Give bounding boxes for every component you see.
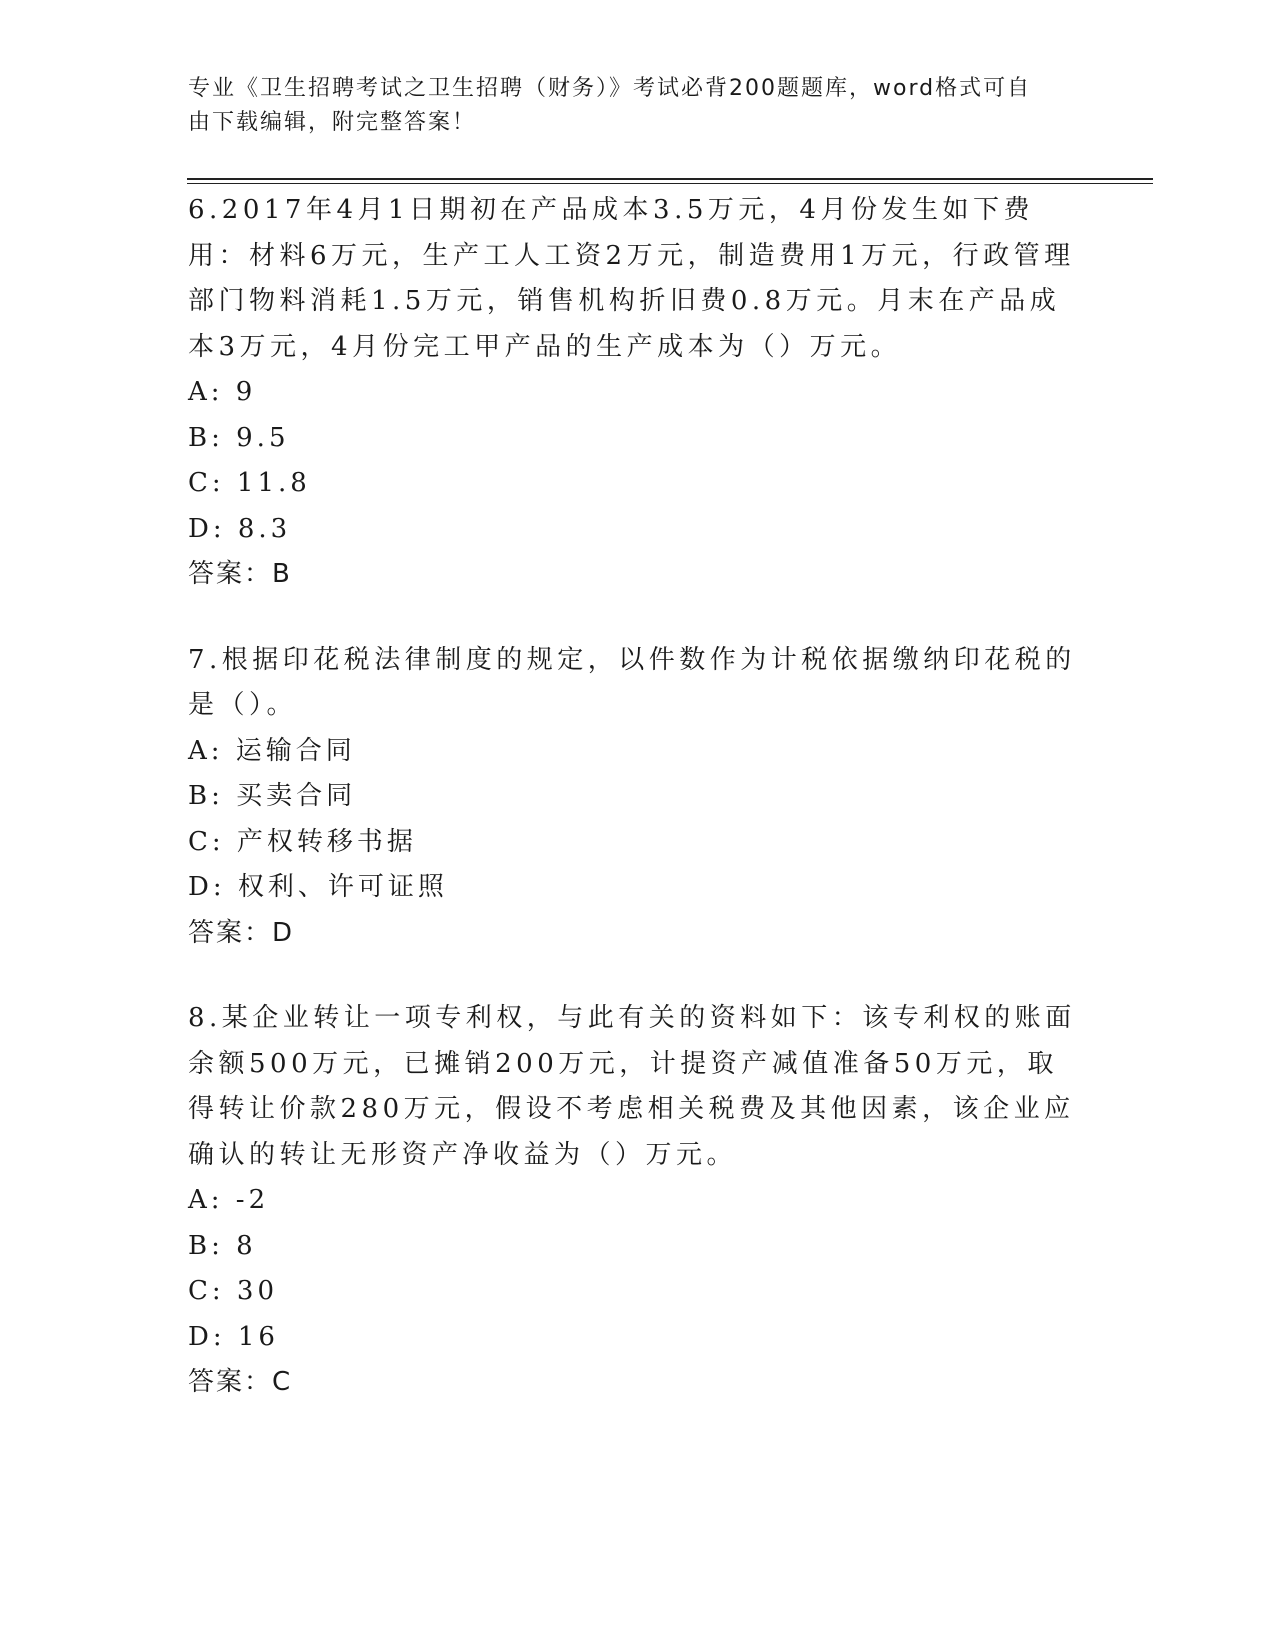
question-8: [188, 996, 1088, 1406]
option-c: C: 30: [188, 1276, 279, 1306]
question-stem: 6.2017年4月1日期初在产品成本3.5万元，4月份发生如下费用：材料6万元，生产工人工资2万元，制造费用1万元，行政管理部门物料消耗1.5万元，销售机构折旧费0.8万元。月末在产品成本3万元，4月份完工甲产品的生产成本为（）万元。: [188, 195, 1075, 362]
option-d: D: 16: [188, 1321, 279, 1352]
answer-label: 答案：C: [188, 1367, 293, 1397]
header-line-1: 专业《卫生招聘考试之卫生招聘（财务）》考试必背200题题库，word格式可自: [188, 76, 1032, 101]
option-b: B: 买卖合同: [188, 781, 357, 811]
option-c: C: 11.8: [188, 468, 311, 498]
header-line-2: 由下载编辑，附完整答案！: [188, 110, 477, 135]
answer-label: 答案：B: [188, 559, 292, 589]
header-divider-thin: [187, 183, 1153, 184]
question-7: [188, 638, 1088, 957]
option-c: C: 产权转移书据: [188, 826, 417, 857]
header-divider-thick: [187, 178, 1153, 180]
option-d: D: 8.3: [188, 513, 292, 544]
option-a: A: 9: [188, 377, 257, 407]
question-list: [188, 188, 1088, 1446]
option-a: A: -2: [188, 1185, 270, 1215]
question-stem: 7.根据印花税法律制度的规定，以件数作为计税依据缴纳印花税的是（）。: [188, 644, 1076, 720]
option-d: D: 权利、许可证照: [188, 872, 448, 902]
answer-label: 答案：D: [188, 917, 295, 948]
option-b: B: 9.5: [188, 422, 290, 453]
option-a: A: 运输合同: [188, 735, 356, 766]
question-6: [188, 188, 1088, 598]
option-b: B: 8: [188, 1230, 257, 1261]
document-header: [188, 72, 1068, 140]
question-stem: 8.某企业转让一项专利权，与此有关的资料如下：该专利权的账面余额500万元，已摊销200万元，计提资产减值准备50万元，取得转让价款280万元，假设不考虑相关税费及其他因素，该企业应确认的转让无形资产净收益为（）万元。: [188, 1003, 1076, 1170]
